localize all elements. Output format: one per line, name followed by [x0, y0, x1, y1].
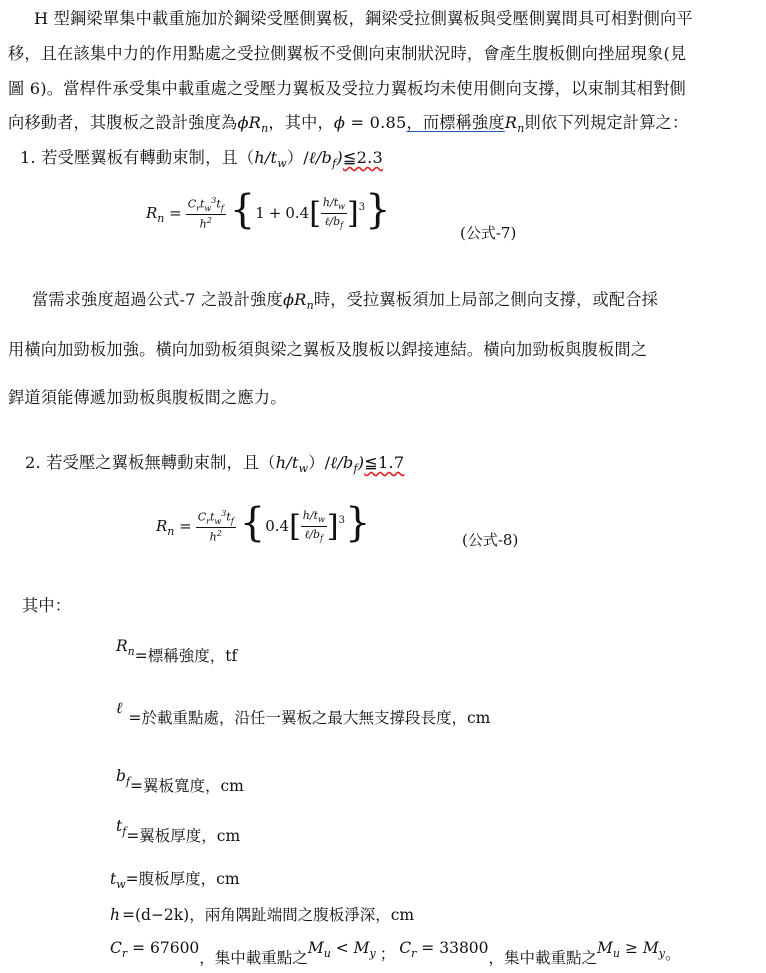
def-h [110, 903, 414, 925]
formula-7: $R_n$ = $\frac{C_rt_w^3t_f}{h^2}$ { 1 + 0.4 [ $\frac{h/t_w}{\ell/b_f}$ ] 3 } [146, 187, 391, 233]
def-tw-symbol: $t_w$ [110, 870, 126, 891]
item1-limit: ≦2.3 [342, 148, 383, 167]
item1-condition [20, 144, 383, 168]
formula-7-coef-1: 1 [255, 204, 265, 222]
formula-8: $R_n$ = $\frac{C_rt_w^3t_f}{h^2}$ { 0.4 [ $\frac{h/t_w}{\ell/b_f}$ ] 3 } [156, 500, 371, 546]
def-tf-symbol: $t_f$ [116, 817, 127, 838]
para2-line3: 銲道須能傳遞加勁板與腹板間之應力。 [8, 388, 287, 407]
phi-value: 0.85 [369, 113, 407, 132]
para1-line4-d: 則依下列規定計算之： [524, 113, 689, 132]
item1-ratio-mid: ）/ [286, 148, 309, 167]
para2-line1-a: 當需求強度超過公式-7 之設計強度 [32, 290, 283, 309]
rn-symbol: $R_n$ [504, 113, 525, 135]
para2-line2: 用橫向加勁板加強。橫向加勁板須與梁之翼板及腹板以銲接連結。橫向加勁板與腹板間之 [8, 340, 648, 359]
item2-prefix: 2. 若受壓之翼板無轉動束制，且（ [25, 453, 276, 472]
def-cr2-symbol: $C_r$ = [399, 939, 440, 960]
phi-rn-symbol: $\phi R_n$ [237, 113, 269, 135]
formula-8-coef-04: 0.4 [265, 517, 290, 535]
def-tf-text: =翼板厚度，cm [126, 827, 241, 845]
para1-line1: H 型鋼梁單集中載重施加於鋼梁受壓側翼板，鋼梁受拉側翼板與受壓側翼間具可相對側向平 [34, 9, 693, 28]
formula-7-coef-04: 0.4 [285, 204, 310, 222]
para2-line1 [32, 286, 658, 310]
item1-ratio-sub: w [277, 157, 287, 170]
def-cr2-value: 33800 [439, 939, 489, 957]
def-cr2-cond: $M_u \ge M_y$ [597, 939, 665, 960]
def-cr [110, 936, 681, 967]
def-ell [116, 699, 491, 728]
def-cr1-text: ，集中載重點之 [199, 949, 308, 967]
def-h-symbol: h [110, 906, 120, 924]
def-bf [116, 767, 244, 796]
phi-rn-symbol-2: $\phi R_n$ [282, 290, 314, 312]
def-bf-symbol: $b_f$ [116, 767, 131, 788]
para2-line1-b: 時，受拉翼板須加上局部之側向支撐，或配合採 [313, 290, 659, 309]
item2-ratio-sub: w [298, 462, 309, 475]
def-bf-text: =翼板寬度，cm [130, 777, 244, 795]
def-rn-text: =標稱強度，tf [134, 647, 238, 665]
def-ell-text: =於載重點處，沿任一翼板之最大無支撐段長度，cm [128, 709, 491, 727]
formula-7-fraction: $\frac{C_rt_w^3t_f}{h^2}$ [187, 195, 224, 231]
para1-line4-c: ，而標稱強度 [406, 113, 505, 132]
item2-condition [25, 449, 404, 473]
item2-ell-bf: $\ell/b_f$) [330, 453, 365, 475]
item1-ell-bf: $\ell/b_f$) [308, 148, 343, 170]
def-cr1-cond: $M_u < M_y$ [307, 939, 376, 960]
def-tw [110, 867, 240, 889]
item2-limit: ≦1.7 [364, 453, 405, 472]
def-cr1-symbol: $C_r$ = [110, 939, 150, 960]
def-tw-text: =腹板厚度，cm [125, 870, 240, 888]
item2-ratio-mid: ）/ [308, 453, 331, 472]
para1-line4 [8, 109, 688, 133]
para1-line3: 圖 6)。當桿件承受集中載重處之受壓力翼板及受拉力翼板均未使用側向支撐，以束制其相對側 [8, 79, 686, 98]
phi-equals: ϕ = [333, 113, 370, 132]
def-tf [116, 817, 241, 846]
def-ell-symbol: ℓ [116, 699, 123, 717]
def-cr-sep: ； [379, 945, 396, 963]
def-rn-symbol: $R_n$ [116, 637, 135, 658]
para1-line4-a: 向移動者，其腹板之設計強度為 [8, 113, 238, 132]
para1-line4-b: ，其中， [268, 113, 334, 132]
def-cr1-value: 67600 [149, 939, 200, 957]
item2-ratio: h/t [275, 453, 299, 472]
item1-prefix: 1. 若受壓翼板有轉動束制，且（ [20, 148, 255, 167]
para1-line2: 移，且在該集中力的作用點處之受拉側翼板不受側向束制狀況時，會產生腹板側向挫屈現象(見 [8, 44, 687, 63]
def-h-text: =(d−2k)，兩角隅趾端間之腹板淨深，cm [121, 906, 415, 924]
formula-8-label: (公式-8) [462, 531, 519, 549]
where-label: 其中： [22, 596, 72, 615]
def-rn [116, 637, 238, 666]
item1-ratio: h/t [254, 148, 278, 167]
formula-8-fraction: $\frac{C_rt_w^3t_f}{h^2}$ [197, 508, 234, 544]
def-cr2-text: ，集中載重點之 [488, 949, 598, 967]
def-end: 。 [664, 945, 681, 963]
formula-7-label: (公式-7) [460, 224, 517, 242]
